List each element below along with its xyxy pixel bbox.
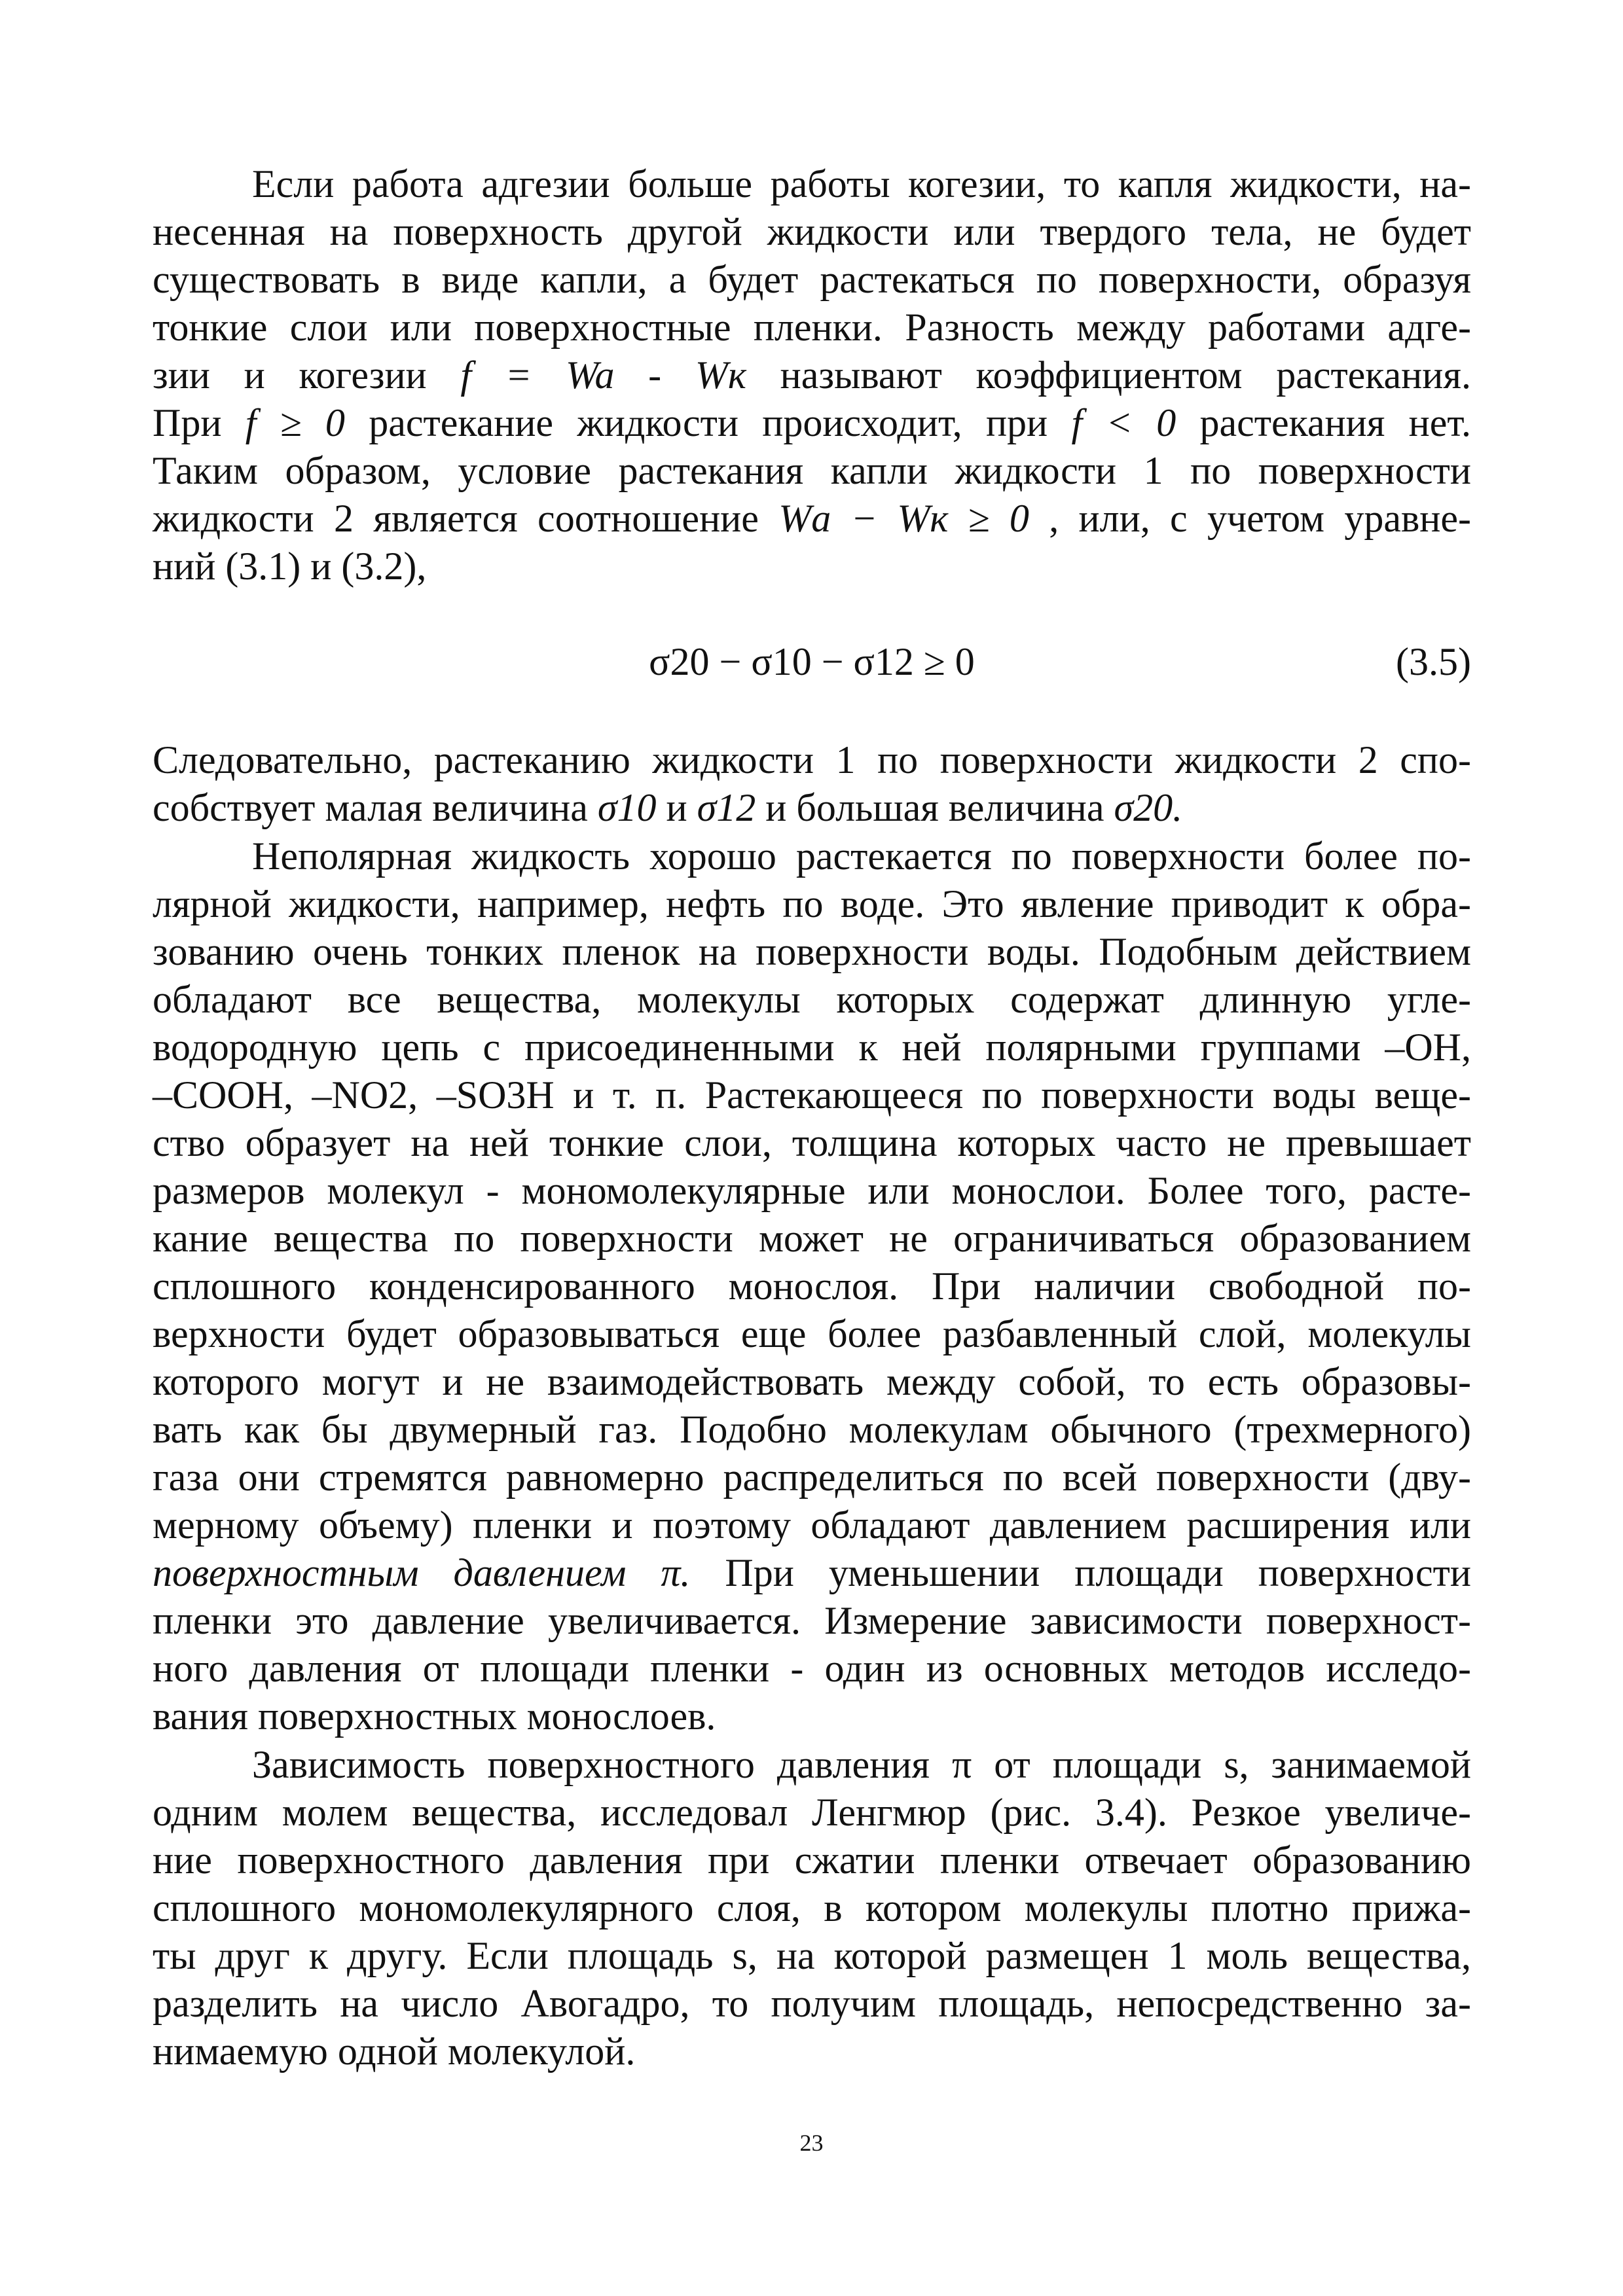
italic-term: поверхностным давлением π. [153, 1551, 691, 1594]
equation-3-5 [153, 638, 1471, 686]
text-line: Если работа адгезии больше работы когезии, то капля жидкости, на- [252, 162, 1471, 206]
text-line: одним молем вещества, исследовал Ленгмюр (рис. 3.4). Резкое увеличе- [153, 1791, 1471, 1834]
paragraph-2 [153, 736, 1471, 832]
paragraph-1 [153, 160, 1471, 590]
text-line [153, 1549, 1471, 1597]
text-line: тонкие слои или поверхностные пленки. Разность между работами адге- [153, 306, 1471, 349]
text-line: несенная на поверхность другой жидкости или твердого тела, не будет [153, 210, 1471, 253]
text-line: обладают все вещества, молекулы которых содержат длинную угле- [153, 978, 1471, 1021]
text-fragment: и большая величина [765, 786, 1104, 829]
formula-inequality: Wа − Wк ≥ 0 [778, 497, 1029, 540]
paragraph-4 [153, 1741, 1471, 2075]
text-fragment: зии и когезии [153, 353, 427, 397]
text-line: верхности будет образовываться еще более разбавленный слой, молекулы [153, 1312, 1471, 1355]
text-line: Зависимость поверхностного давления π от площади s, занимаемой [252, 1743, 1471, 1786]
text-line: пленки это давление увеличивается. Измерение зависимости поверхност- [153, 1599, 1471, 1642]
text-line: лярной жидкости, например, нефть по воде. Это явление приводит к обра- [153, 882, 1471, 925]
formula-condition: f ≥ 0 [245, 401, 345, 444]
text-line: водородную цепь с присоединенными к ней полярными группами –OH, [153, 1026, 1471, 1069]
text-line: Неполярная жидкость хорошо растекается по поверхности более по- [252, 834, 1471, 878]
text-line: размеров молекул - мономолекулярные или монослои. Более того, расте- [153, 1169, 1471, 1212]
text-line: ство образует на ней тонкие слои, толщина которых часто не превышает [153, 1121, 1471, 1164]
text-line: нимаемую одной молекулой. [153, 2030, 636, 2073]
text-fragment: При уменьшении площади поверхности [725, 1551, 1472, 1594]
text-line: ние поверхностного давления при сжатии пленки отвечает образованию [153, 1839, 1471, 1882]
text-line: сплошного конденсированного монослоя. При наличии свободной по- [153, 1265, 1471, 1308]
text-line: Следовательно, растеканию жидкости 1 по поверхности жидкости 2 спо- [153, 738, 1471, 781]
equation-body: σ20 − σ10 − σ12 ≥ 0 [649, 640, 975, 683]
text-line: –COOH, –NO2, –SO3H и т. п. Растекающееся по поверхности воды веще- [153, 1073, 1471, 1117]
sigma-symbol: σ10 [597, 786, 657, 829]
equation-number: (3.5) [1396, 640, 1471, 683]
formula-condition: f < 0 [1071, 401, 1176, 444]
text-fragment: , или, с учетом уравне- [1049, 497, 1472, 540]
text-line [153, 399, 1471, 447]
paragraph-3 [153, 833, 1471, 1740]
text-fragment: жидкости 2 является соотношение [153, 497, 759, 540]
text-fragment: и [666, 786, 687, 829]
text-fragment: растекания нет. [1199, 401, 1472, 444]
text-line: зованию очень тонких пленок на поверхности воды. Подобным действием [153, 930, 1471, 973]
text-fragment: собствует малая величина [153, 786, 588, 829]
text-line: мерному объему) пленки и поэтому обладают давлением расширения или [153, 1503, 1471, 1547]
text-line: ного давления от площади пленки - один из основных методов исследо- [153, 1647, 1471, 1690]
text-line: разделить на число Авогадро, то получим площадь, непосредственно за- [153, 1982, 1471, 2025]
text-line [153, 351, 1471, 399]
sigma-symbol: σ12 [697, 786, 756, 829]
text-line [153, 495, 1471, 543]
text-line: Таким образом, условие растекания капли жидкости 1 по поверхности [153, 449, 1471, 492]
text-line: ты друг к другу. Если площадь s, на которой размещен 1 моль вещества, [153, 1934, 1471, 1977]
text-line [153, 784, 1471, 832]
text-line: кание вещества по поверхности может не ограничиваться образованием [153, 1217, 1471, 1260]
text-line: вания поверхностных монослоев. [153, 1695, 716, 1738]
text-line: газа они стремятся равномерно распределиться по всей поверхности (дву- [153, 1456, 1471, 1499]
text-line: которого могут и не взаимодействовать между собой, то есть образовы- [153, 1360, 1471, 1403]
page-number: 23 [799, 2130, 824, 2156]
text-fragment: называют коэффициентом растекания. [780, 353, 1471, 397]
text-line: существовать в виде капли, а будет растекаться по поверхности, образуя [153, 258, 1471, 301]
text-line: сплошного мономолекулярного слоя, в котором молекулы плотно прижа- [153, 1886, 1471, 1929]
sigma-symbol: σ20. [1114, 786, 1183, 829]
text-line: вать как бы двумерный газ. Подобно молекулам обычного (трехмерного) [153, 1408, 1471, 1451]
formula-spreading-coefficient: f = Wa - Wк [460, 353, 746, 397]
text-line: ний (3.1) и (3.2), [153, 545, 427, 588]
text-fragment: При [153, 401, 222, 444]
text-fragment: растекание жидкости происходит, при [369, 401, 1048, 444]
